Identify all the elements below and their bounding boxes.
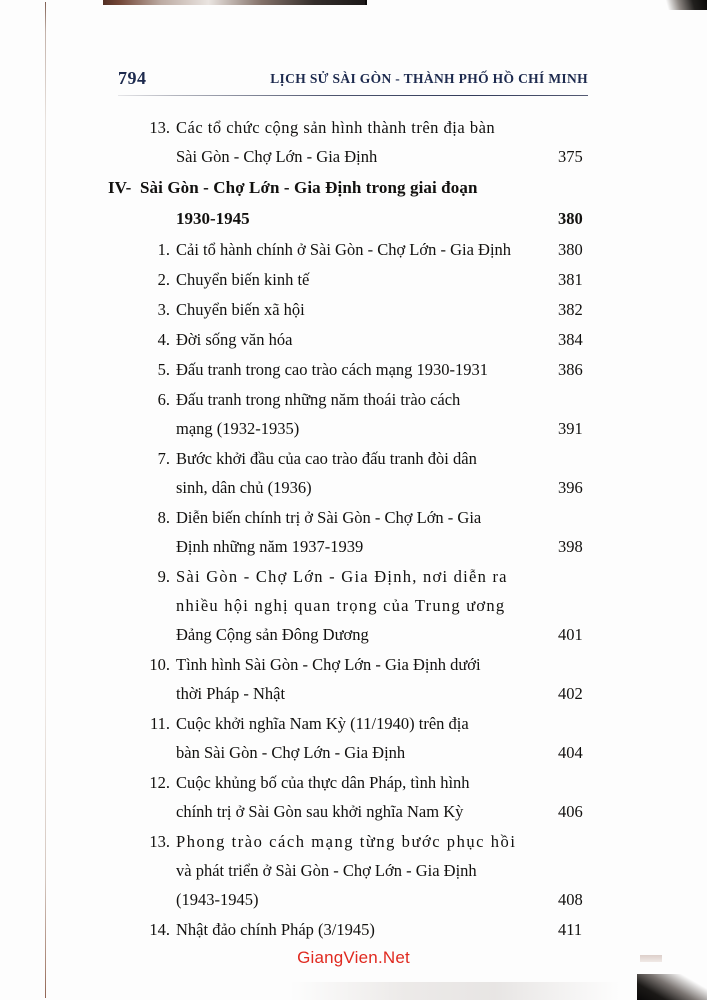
toc-entry (118, 325, 588, 354)
toc-entry (118, 265, 588, 294)
toc-entry-text: Đảng Cộng sản Đông Dương (176, 625, 369, 644)
toc-entry (118, 709, 588, 767)
toc-entry-line (118, 113, 588, 142)
toc-entry-number: 13. (149, 118, 170, 137)
toc-entry-text: Đấu tranh trong những năm thoái trào cách (176, 390, 461, 409)
toc-entry-number: 8. (157, 508, 170, 527)
toc-entry-number: 4. (157, 330, 170, 349)
toc-entry-line (118, 650, 588, 679)
toc-entry-line (118, 385, 588, 414)
toc-entry-text: Cuộc khủng bố của thực dân Pháp, tình hình (176, 773, 470, 792)
toc-section-heading (108, 172, 588, 234)
toc-entry-line (118, 709, 588, 738)
toc-entry-text: Nhật đảo chính Pháp (3/1945) (176, 920, 375, 939)
toc-entry-number: 10. (149, 655, 170, 674)
toc-entry-line (118, 827, 588, 856)
toc-entry-text: Cuộc khởi nghĩa Nam Kỳ (11/1940) trên địa (176, 714, 469, 733)
toc-entry-page: 382 (558, 300, 583, 319)
page-number-folio: 794 (118, 68, 147, 88)
toc-entry-page: 406 (558, 802, 583, 821)
toc-entry-page: 386 (558, 360, 583, 379)
toc-entry (118, 503, 588, 561)
toc-entry-line (118, 591, 588, 620)
toc-section-years: 1930-1945 (176, 209, 250, 228)
toc-entry-line (118, 473, 588, 502)
toc-entry-line (118, 325, 588, 354)
toc-entry-text: mạng (1932-1935) (176, 419, 300, 438)
table-of-contents (108, 113, 588, 945)
toc-entry-number: 2. (157, 270, 170, 289)
toc-entry-line (118, 142, 588, 171)
toc-entry-text: thời Pháp - Nhật (176, 684, 286, 703)
toc-entry-page: 402 (558, 684, 583, 703)
toc-entry (118, 385, 588, 443)
toc-entry-text: Đời sống văn hóa (176, 330, 293, 349)
toc-entry-page: 401 (558, 625, 583, 644)
toc-entry-page: 384 (558, 330, 583, 349)
toc-entry-number: 14. (149, 920, 170, 939)
toc-entry (118, 113, 588, 171)
toc-entry-page: 391 (558, 419, 583, 438)
toc-entry-page: 408 (558, 890, 583, 909)
toc-section-title: Sài Gòn - Chợ Lớn - Gia Định trong giai đoạn (140, 178, 478, 197)
toc-entry-text: Định những năm 1937-1939 (176, 537, 364, 556)
toc-entry-line (118, 503, 588, 532)
toc-entry (118, 355, 588, 384)
toc-entry-text: Chuyển biến xã hội (176, 300, 305, 319)
toc-entry-line (118, 414, 588, 443)
toc-entry-page: 398 (558, 537, 583, 556)
running-head (118, 68, 588, 98)
toc-entry-line (118, 295, 588, 324)
toc-entry-page: 411 (558, 920, 583, 939)
scan-edge-artifact-top (103, 0, 367, 5)
toc-entry-number: 3. (157, 300, 170, 319)
toc-entry-page: 381 (558, 270, 583, 289)
toc-entry-text: bàn Sài Gòn - Chợ Lớn - Gia Định (176, 743, 406, 762)
toc-entry-text: Sài Gòn - Chợ Lớn - Gia Định (176, 147, 378, 166)
toc-entry-page: 396 (558, 478, 583, 497)
toc-section-page: 380 (558, 209, 583, 228)
scan-edge-artifact-bottom-right (637, 974, 707, 1000)
toc-section-line (118, 203, 588, 234)
toc-entry-line (118, 444, 588, 473)
toc-entry-number: 11. (149, 714, 170, 733)
scan-edge-artifact-bottom-haze (290, 982, 620, 1000)
toc-entry-number: 6. (157, 390, 170, 409)
toc-entry-text: và phát triển ở Sài Gòn - Chợ Lớn - Gia Định (176, 861, 477, 880)
toc-entry-text: Tình hình Sài Gòn - Chợ Lớn - Gia Định dưới (176, 655, 481, 674)
toc-entry-page: 380 (558, 240, 583, 259)
toc-entry-text: Đấu tranh trong cao trào cách mạng 1930-1931 (176, 360, 489, 379)
toc-entry-line (118, 235, 588, 264)
header-divider (118, 95, 588, 96)
toc-entry-page: 375 (558, 147, 583, 166)
toc-entry (118, 827, 588, 914)
toc-entry-line (118, 768, 588, 797)
toc-entry-text: Phong trào cách mạng từng bước phục hồi (176, 832, 517, 851)
toc-entry-text: (1943-1945) (176, 890, 259, 909)
toc-entry (118, 444, 588, 502)
toc-entry-text: Chuyển biến kinh tế (176, 270, 310, 289)
toc-entry-text: sinh, dân chủ (1936) (176, 478, 312, 497)
site-watermark: GiangVien.Net (297, 948, 410, 967)
toc-section-line (108, 172, 588, 203)
toc-entry-line (118, 885, 588, 914)
toc-entry (118, 650, 588, 708)
toc-entry-text: Bước khởi đầu của cao trào đấu tranh đòi dân (176, 449, 477, 468)
toc-entry (118, 915, 588, 944)
toc-entry-number: 5. (157, 360, 170, 379)
toc-entry-text: nhiều hội nghị quan trọng của Trung ương (176, 596, 506, 615)
toc-entry-line (118, 620, 588, 649)
toc-entry-text: Cải tổ hành chính ở Sài Gòn - Chợ Lớn - Gia Định (176, 240, 512, 259)
toc-entry-text: Diễn biến chính trị ở Sài Gòn - Chợ Lớn - Gia (176, 508, 482, 527)
toc-entry (118, 768, 588, 826)
toc-entry-number: 9. (157, 567, 170, 586)
toc-entry-line (118, 738, 588, 767)
toc-item-list (118, 235, 588, 944)
toc-entry-number: 12. (149, 773, 170, 792)
scan-edge-artifact-left (45, 2, 46, 998)
toc-section-roman-numeral: IV- (108, 178, 132, 197)
toc-entry-line (118, 679, 588, 708)
toc-entry-line (118, 562, 588, 591)
book-title: LỊCH SỬ SÀI GÒN - THÀNH PHỐ HỒ CHÍ MINH (270, 71, 588, 86)
toc-entry-line (118, 915, 588, 944)
toc-entry (118, 235, 588, 264)
scan-edge-artifact-top-right (661, 0, 707, 10)
toc-entry-line (118, 355, 588, 384)
toc-entry-text: Các tổ chức cộng sản hình thành trên địa bàn (176, 118, 496, 137)
toc-entry (118, 295, 588, 324)
toc-entry-number: 1. (157, 240, 170, 259)
scan-edge-artifact-top-tick (365, 0, 367, 5)
toc-entry-page: 404 (558, 743, 583, 762)
toc-entry-number: 7. (157, 449, 170, 468)
toc-entry-line (118, 797, 588, 826)
toc-entry-number: 13. (149, 832, 170, 851)
toc-entry-line (118, 265, 588, 294)
toc-entry-text: Sài Gòn - Chợ Lớn - Gia Định, nơi diễn ra (176, 567, 508, 586)
toc-entry-line (118, 856, 588, 885)
toc-entry (118, 562, 588, 649)
toc-entry-line (118, 532, 588, 561)
toc-entry-text: chính trị ở Sài Gòn sau khởi nghĩa Nam Kỳ (176, 802, 464, 821)
